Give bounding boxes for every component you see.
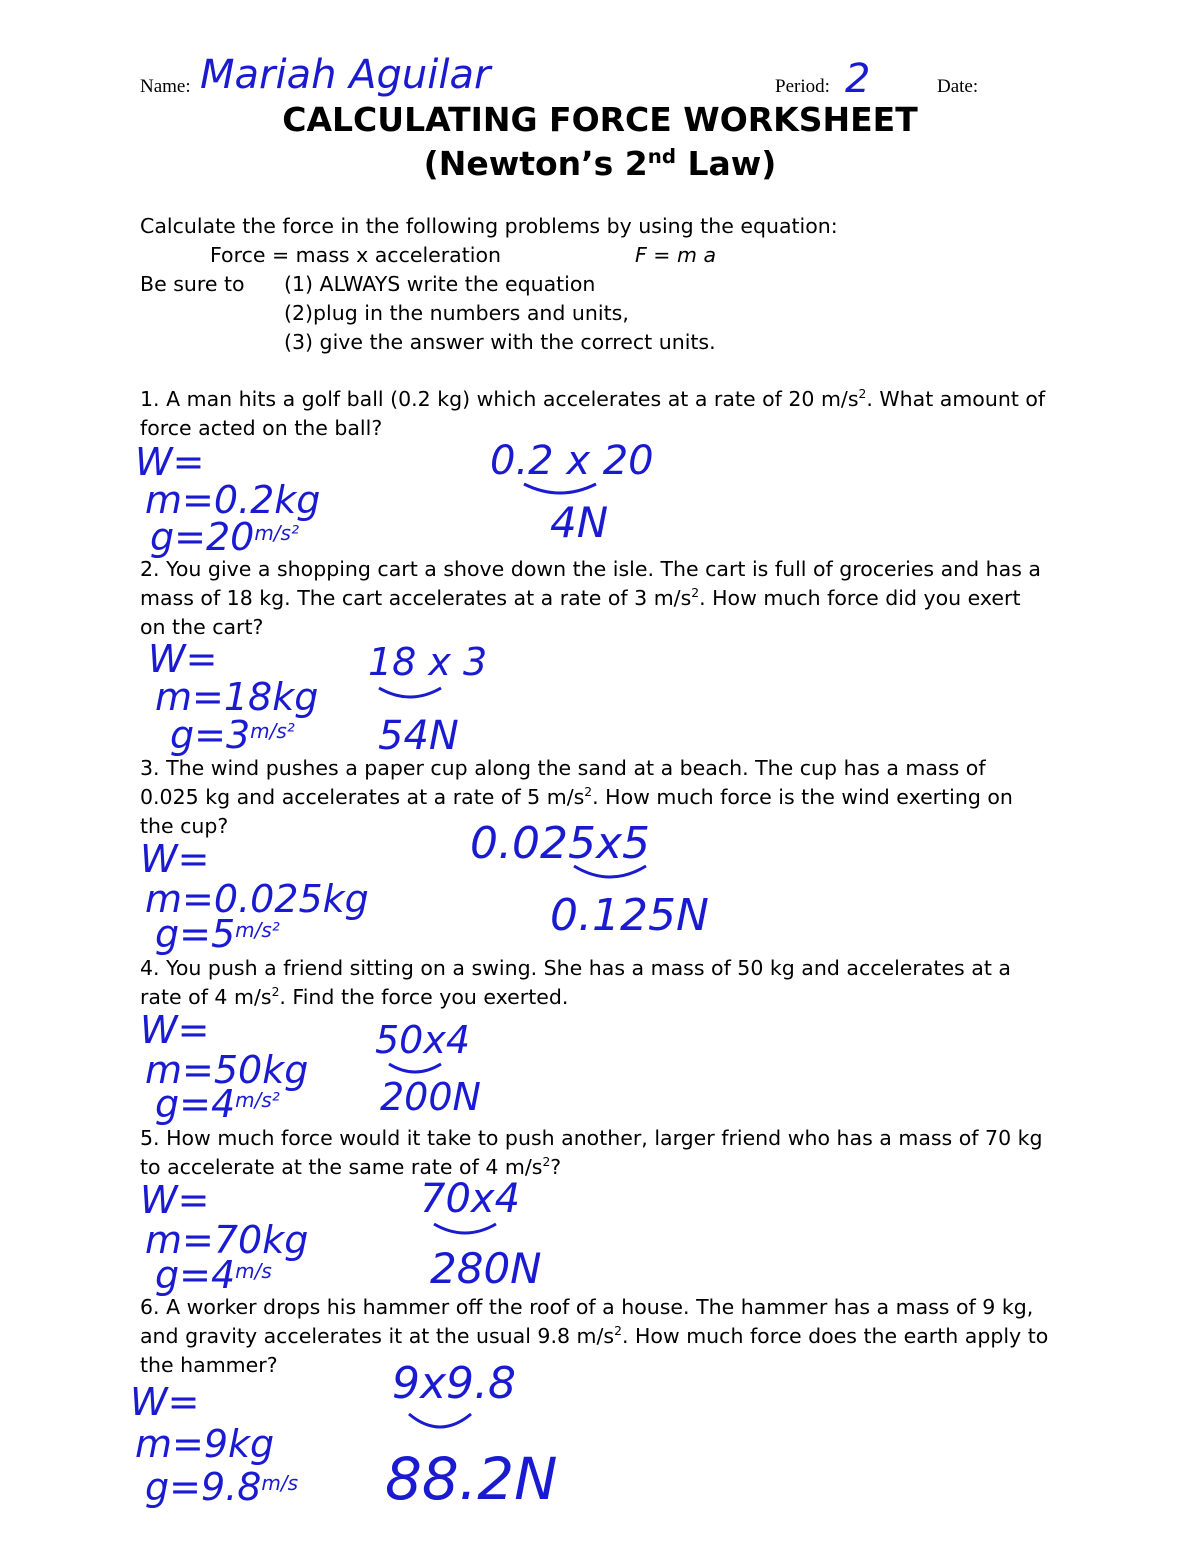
- q6-answer: 88.2N: [385, 1445, 558, 1513]
- q5-work-g: $g=4^{m/s}$: [155, 1253, 272, 1297]
- q4-work-m: m=50kg: [145, 1048, 309, 1092]
- step-1: (1) ALWAYS write the equation: [284, 272, 596, 296]
- question-3: 3. The wind pushes a paper cup along the sand at a beach. The cup has a mass of 0.025 kg and accelerates at a rate of 5 $m/s^2$. How much force is the wind exerting on the cup?: [140, 756, 1013, 838]
- q1-work-m: m=0.2kg: [145, 478, 321, 522]
- q3-work-m: m=0.025kg: [145, 877, 369, 921]
- question-4: 4. You push a friend sitting on a swing. She has a mass of 50 kg and accelerates at a rate of 4 $m/s^2$. Find the force you exerted.: [140, 956, 1011, 1009]
- instructions-intro: Calculate the force in the following problems by using the equation:: [140, 214, 838, 238]
- q2-arrow-mark: [375, 684, 445, 704]
- q2-answer: 54N: [378, 713, 459, 759]
- q6-work-w: W=: [130, 1380, 200, 1424]
- q3-work-calc: 0.025x5: [470, 818, 650, 869]
- q6-work-m: m=9kg: [135, 1422, 275, 1466]
- q3-work-g: $g=5^{m/s^2}$: [155, 912, 280, 956]
- student-name-handwritten: Mariah Aguilar: [200, 52, 491, 98]
- q6-work-calc: 9x9.8: [392, 1358, 517, 1409]
- formula-symbols: F = m a: [635, 243, 717, 267]
- q4-work-calc: 50x4: [375, 1018, 471, 1062]
- q1-work-g: $g=20^{m/s^2}$: [150, 515, 299, 559]
- question-6: 6. A worker drops his hammer off the roof of a house. The hammer has a mass of 9 kg, and gravity accelerates it at the usual 9.8 $m/s^2$. How much force does the earth apply to the hammer?: [140, 1295, 1049, 1377]
- step-2: (2)plug in the numbers and units,: [284, 301, 629, 325]
- q3-answer: 0.125N: [550, 890, 709, 941]
- q6-work-g: $g=9.8^{m/s}$: [145, 1465, 299, 1509]
- q5-arrow-mark: [430, 1220, 500, 1240]
- be-sure-label: Be sure to: [140, 272, 245, 296]
- formula-words: Force = mass x acceleration: [210, 243, 502, 267]
- q6-arrow-mark: [405, 1410, 475, 1436]
- q4-work-g: $g=4^{m/s^2}$: [155, 1082, 280, 1126]
- q5-work-w: W=: [140, 1178, 210, 1222]
- period-label: Period:: [775, 76, 830, 97]
- q1-work-calc: 0.2 x 20: [490, 438, 654, 484]
- q2-work-g: $g=3^{m/s^2}$: [170, 713, 295, 757]
- name-label: Name:: [140, 76, 191, 97]
- question-1: 1. A man hits a golf ball (0.2 kg) which accelerates at a rate of 20 $m/s^2$. What amount of force acted on the ball?: [140, 387, 1046, 440]
- q4-work-w: W=: [140, 1008, 210, 1052]
- q5-answer: 280N: [430, 1244, 542, 1293]
- worksheet-subtitle: (Newton’s 2nd Law): [423, 144, 777, 183]
- q2-work-m: m=18kg: [155, 675, 319, 719]
- step-3: (3) give the answer with the correct units.: [284, 330, 716, 354]
- period-handwritten: 2: [845, 56, 871, 102]
- date-label: Date:: [937, 76, 979, 97]
- q5-work-calc: 70x4: [420, 1176, 521, 1222]
- q3-arrow-mark: [570, 862, 650, 886]
- q2-work-calc: 18 x 3: [368, 640, 488, 684]
- question-2: 2. You give a shopping cart a shove down the isle. The cart is full of groceries and has a mass of 18 kg. The cart accelerates at a rate of 3 $m/s^2$. How much force did you exert on the cart?: [140, 557, 1041, 639]
- q4-answer: 200N: [380, 1075, 481, 1119]
- q1-arrow-mark: [520, 480, 600, 500]
- q5-work-m: m=70kg: [145, 1218, 309, 1262]
- q1-work-w: W=: [135, 440, 205, 484]
- q3-work-w: W=: [140, 837, 210, 881]
- worksheet-title: CALCULATING FORCE WORKSHEET: [282, 100, 918, 139]
- q1-answer: 4N: [550, 498, 609, 547]
- q2-work-w: W=: [148, 637, 218, 681]
- question-5: 5. How much force would it take to push another, larger friend who has a mass of 70 kg to accelerate at the same rate of 4 $m/s^2$?: [140, 1126, 1043, 1179]
